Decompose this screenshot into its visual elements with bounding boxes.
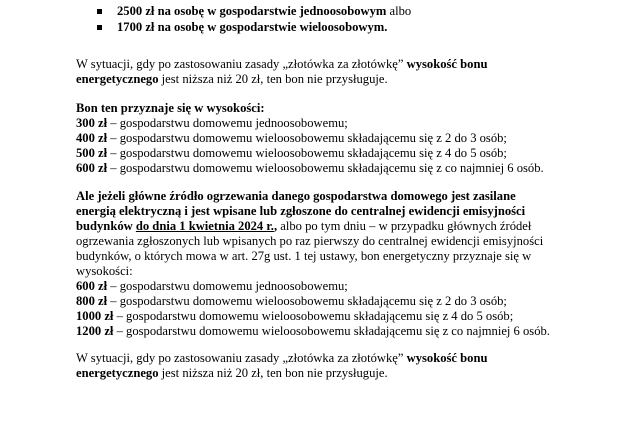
square-bullet-icon (97, 9, 102, 14)
rule-note-1: W sytuacji, gdy po zastosowaniu zasady „złotówka za złotówkę” wysokość bonu energetycznego jest niższa niż 20 zł, ten bon nie przysługuje. (76, 57, 488, 86)
threshold-multi: 1700 zł na osobę w gospodarstwie wieloosobowym. (117, 20, 388, 34)
rule-note-2: W sytuacji, gdy po zastosowaniu zasady „złotówka za złotówkę” wysokość bonu energetycznego jest niższa niż 20 zł, ten bon nie przysługuje. (76, 351, 488, 380)
electric-heating-section: Ale jeżeli główne źródło ogrzewania danego gospodarstwa domowego jest zasilane energią elektryczną i jest wpisane lub zgłoszone do centralnej ewidencji emisyjności budynków do dnia 1 kwietnia 2024 r., albo po tym dniu – w przypadku głównych źródeł ogrzewania zgłoszonych lub wpisanych po raz pierwszy do centralnej ewidencji emisyjności budynków, o których mowa w art. 27g ust. 1 tej ustawy, bon energetyczny przyznaje się w wysokości: 600 zł – gospodarstwu domowemu jednoosobowemu; 800 zł – gospodarstwu domowemu wieloosobowemu składającemu się z 2 do 3 osób; 1000 zł – gospodarstwu domowemu wieloosobowemu składającemu się z 4 do 5 osób; 1200 zł – gospodarstwu domowemu wieloosobowemu składającemu się z co najmniej 6 osób. (76, 189, 596, 339)
threshold-connector: albo (386, 4, 412, 18)
list-item (95, 4, 411, 20)
list-item: 300 zł – gospodarstwu domowemu jednoosobowemu; (76, 116, 348, 130)
section-heading: Bon ten przyznaje się w wysokości: (76, 101, 265, 115)
square-bullet-icon (97, 25, 102, 30)
income-threshold-list (95, 4, 411, 36)
list-item: 400 zł – gospodarstwu domowemu wieloosobowemu składającemu się z 2 do 3 osób; (76, 131, 507, 145)
standard-amounts-section (76, 101, 596, 176)
list-item (95, 20, 411, 36)
list-item: 500 zł – gospodarstwu domowemu wieloosobowemu składającemu się z 4 do 5 osób; (76, 146, 507, 160)
list-item: 600 zł – gospodarstwu domowemu wieloosobowemu składającemu się z co najmniej 6 osób. (76, 161, 544, 175)
deadline-date: do dnia 1 kwietnia 2024 r. (135, 219, 274, 233)
threshold-single: 2500 zł na osobę w gospodarstwie jednoosobowym (117, 4, 387, 18)
list-item: 1200 zł – gospodarstwu domowemu wieloosobowemu składającemu się z co najmniej 6 osób. (76, 324, 550, 338)
list-item: 1000 zł – gospodarstwu domowemu wieloosobowemu składającemu się z 4 do 5 osób; (76, 309, 514, 323)
list-item: 800 zł – gospodarstwu domowemu wieloosobowemu składającemu się z 2 do 3 osób; (76, 294, 507, 308)
list-item: 600 zł – gospodarstwu domowemu jednoosobowemu; (76, 279, 348, 293)
